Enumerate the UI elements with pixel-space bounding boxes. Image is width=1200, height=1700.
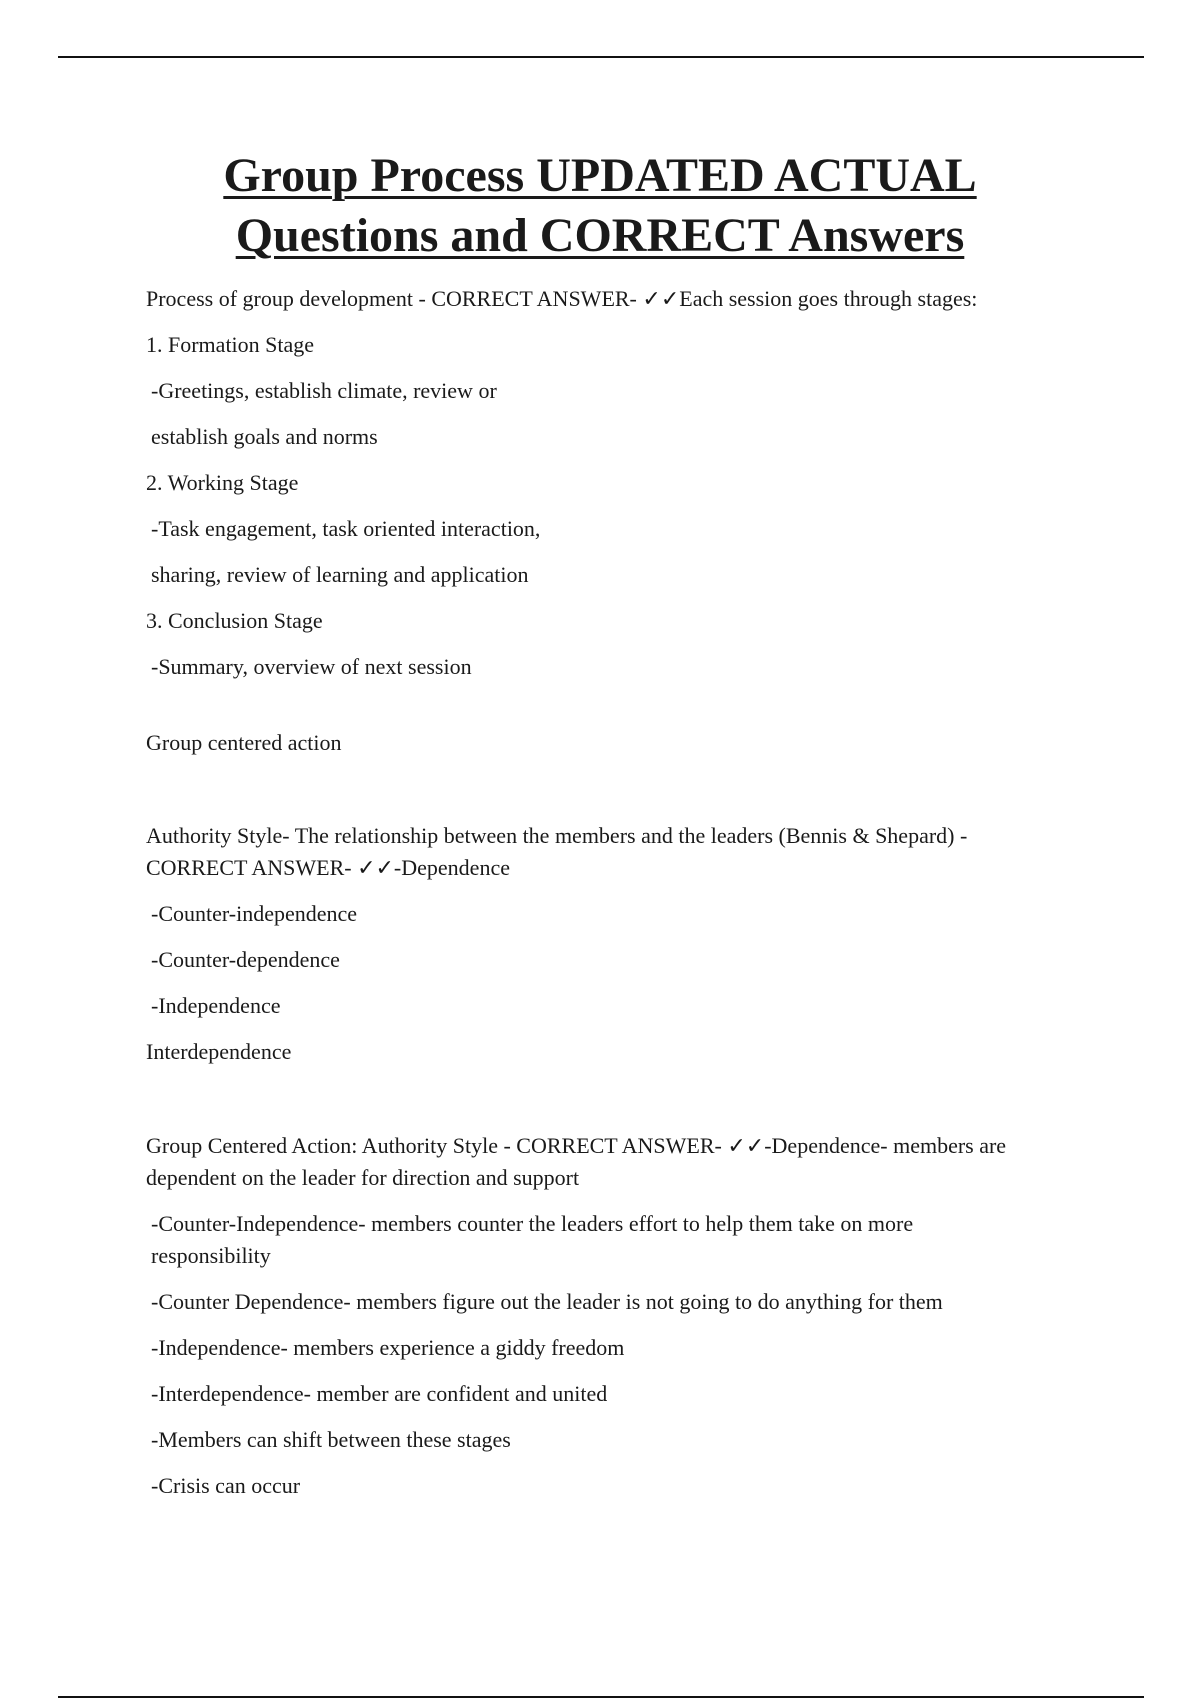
answer-line: -Counter-dependence: [151, 947, 340, 972]
answer-line: -Summary, overview of next session: [151, 654, 472, 679]
answer-line: Interdependence: [146, 1039, 292, 1064]
answer-line: -Interdependence- member are confident and united: [151, 1381, 608, 1406]
title-line-2: Questions and CORRECT Answers: [235, 209, 965, 262]
top-rule: [58, 56, 1144, 58]
question-text: Process of group development - CORRECT ANSWER- ✓✓Each session goes through stages:: [146, 286, 978, 311]
qa-authority-style: [146, 820, 1076, 1068]
answer-paragraph: -Counter-Independence- members counter the leaders effort to help them take on more responsibility: [151, 1211, 914, 1268]
answer-line: 3. Conclusion Stage: [146, 608, 323, 633]
qa-process-of-group-development: [146, 283, 1076, 683]
answer-line: -Independence- members experience a giddy freedom: [151, 1335, 625, 1360]
question-text: Authority Style- The relationship between the members and the leaders (Bennis & Shepard) - CORRECT ANSWER- ✓✓-Dependence: [146, 823, 968, 880]
answer-line: establish goals and norms: [151, 424, 378, 449]
qa-group-centered-action: [146, 727, 1076, 759]
answer-line: -Task engagement, task oriented interaction,: [151, 516, 541, 541]
spacer: [146, 1068, 1076, 1130]
answer-line: sharing, review of learning and application: [151, 562, 529, 587]
answer-line: 2. Working Stage: [146, 470, 299, 495]
answer-line: -Greetings, establish climate, review or: [151, 378, 497, 403]
answer-line: -Members can shift between these stages: [151, 1427, 511, 1452]
document-title: [0, 146, 1200, 266]
spacer: [146, 683, 1076, 727]
answer-line: -Crisis can occur: [151, 1473, 301, 1498]
question-text: Group centered action: [146, 730, 342, 755]
answer-line: -Counter Dependence- members figure out the leader is not going to do anything for them: [151, 1289, 943, 1314]
bottom-rule: [58, 1696, 1144, 1698]
answer-line: -Independence: [151, 993, 281, 1018]
title-line-1: Group Process UPDATED ACTUAL: [223, 149, 977, 202]
spacer: [146, 759, 1076, 820]
answer-line: 1. Formation Stage: [146, 332, 315, 357]
document-body: [146, 283, 1076, 1502]
question-text: Group Centered Action: Authority Style - CORRECT ANSWER- ✓✓-Dependence- members are dependent on the leader for direction and support: [146, 1133, 1007, 1190]
answer-line: -Counter-independence: [151, 901, 358, 926]
qa-group-centered-action-authority-style: [146, 1130, 1076, 1502]
